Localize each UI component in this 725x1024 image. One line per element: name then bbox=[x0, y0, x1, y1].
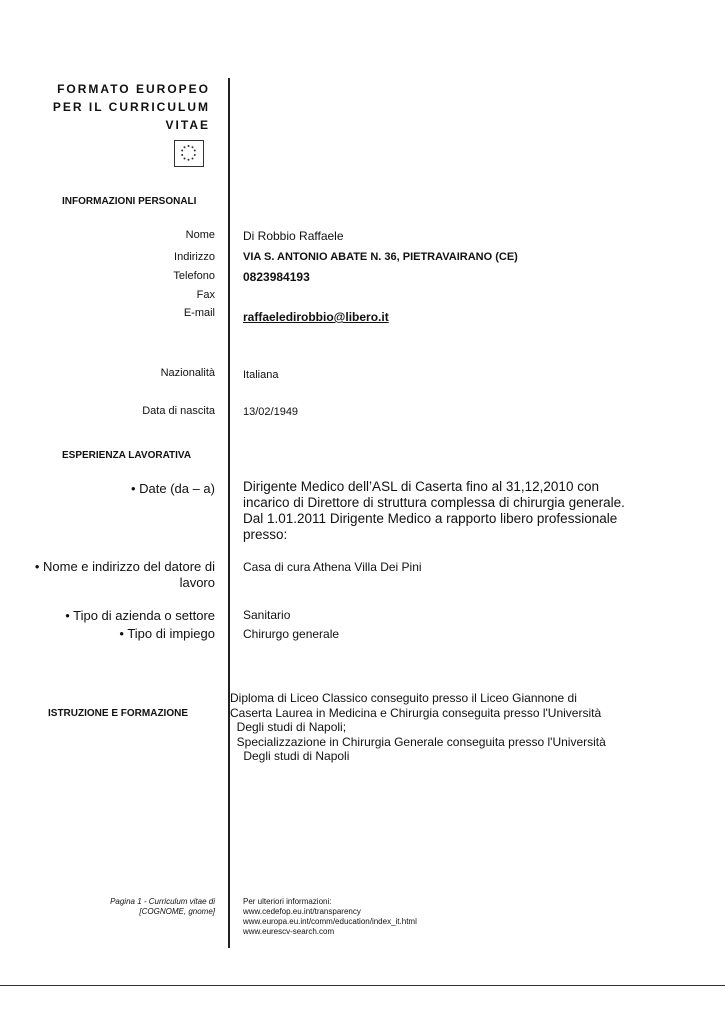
label-name: Nome bbox=[185, 229, 215, 241]
label-nationality: Nazionalità bbox=[160, 367, 215, 379]
title-line-2: PER IL CURRICULUM bbox=[52, 100, 210, 114]
dates-line: Dal 1.01.2011 Dirigente Medico a rapporto libero professionale bbox=[243, 511, 618, 526]
value-nationality: Italiana bbox=[243, 369, 279, 381]
footer-link-heading: Per ulteriori informazioni: bbox=[243, 897, 332, 906]
label-company-type: • Tipo di azienda o settore bbox=[65, 608, 215, 623]
footer-page-info bbox=[60, 897, 215, 917]
education-line: Caserta Laurea in Medicina e Chirurgia conseguita presso l'Università bbox=[230, 705, 602, 720]
footer-left-line: Pagina 1 - Curriculum vitae di bbox=[110, 897, 215, 906]
footer-left-line: [COGNOME, gnome] bbox=[139, 907, 215, 916]
value-education bbox=[230, 691, 650, 764]
value-birth-date: 13/02/1949 bbox=[243, 406, 299, 418]
page-bottom-rule bbox=[0, 985, 725, 986]
footer-link[interactable]: www.eurescv-search.com bbox=[243, 927, 335, 936]
education-line: Specializzazione in Chirurgia Generale conseguita presso l'Università bbox=[230, 734, 606, 749]
section-personal-info: INFORMAZIONI PERSONALI bbox=[62, 196, 197, 207]
education-line: Degli studi di Napoli bbox=[230, 749, 350, 763]
value-phone: 0823984193 bbox=[243, 270, 310, 284]
dates-line: Dirigente Medico dell’ASL di Caserta fino al 31,12,2010 con bbox=[243, 479, 599, 494]
column-divider bbox=[228, 78, 230, 948]
label-birth-date: Data di nascita bbox=[142, 405, 215, 417]
cv-format-title bbox=[20, 80, 210, 134]
education-line: Degli studi di Napoli; bbox=[230, 720, 347, 734]
value-job-type: Chirurgo generale bbox=[243, 627, 340, 641]
section-education: ISTRUZIONE E FORMAZIONE bbox=[48, 708, 188, 719]
footer-link[interactable]: www.cedefop.eu.int/transparency bbox=[243, 907, 361, 916]
dates-line: presso: bbox=[243, 527, 288, 542]
title-line-1: FORMATO EUROPEO bbox=[57, 82, 210, 96]
label-address: Indirizzo bbox=[174, 251, 215, 263]
value-name: Di Robbio Raffaele bbox=[243, 229, 344, 243]
label-email: E-mail bbox=[183, 307, 215, 319]
dates-line: incarico di Direttore di struttura complessa di chirurgia generale. bbox=[243, 495, 625, 510]
title-line-3: VITAE bbox=[165, 118, 210, 132]
value-dates bbox=[243, 479, 683, 543]
label-dates: • Date (da – a) bbox=[130, 481, 215, 496]
value-email[interactable]: raffaeledirobbio@libero.it bbox=[243, 310, 389, 324]
eu-flag-logo bbox=[174, 140, 204, 167]
value-company-type: Sanitario bbox=[243, 608, 291, 622]
footer-links bbox=[243, 897, 417, 937]
employer-label-line: lavoro bbox=[179, 575, 215, 590]
value-employer: Casa di cura Athena Villa Dei Pini bbox=[243, 560, 422, 574]
label-phone: Telefono bbox=[173, 270, 215, 282]
education-line: Diploma di Liceo Classico conseguito presso il Liceo Giannone di bbox=[230, 691, 577, 705]
value-address: VIA S. ANTONIO ABATE N. 36, PIETRAVAIRANO (CE) bbox=[243, 251, 518, 263]
employer-label-line: • Nome e indirizzo del datore di bbox=[34, 559, 215, 574]
section-work-experience: ESPERIENZA LAVORATIVA bbox=[62, 450, 192, 461]
label-employer bbox=[20, 559, 215, 591]
footer-link[interactable]: www.europa.eu.int/comm/education/index_it.html bbox=[243, 917, 417, 926]
label-job-type: • Tipo di impiego bbox=[119, 626, 215, 641]
label-fax: Fax bbox=[196, 289, 215, 301]
